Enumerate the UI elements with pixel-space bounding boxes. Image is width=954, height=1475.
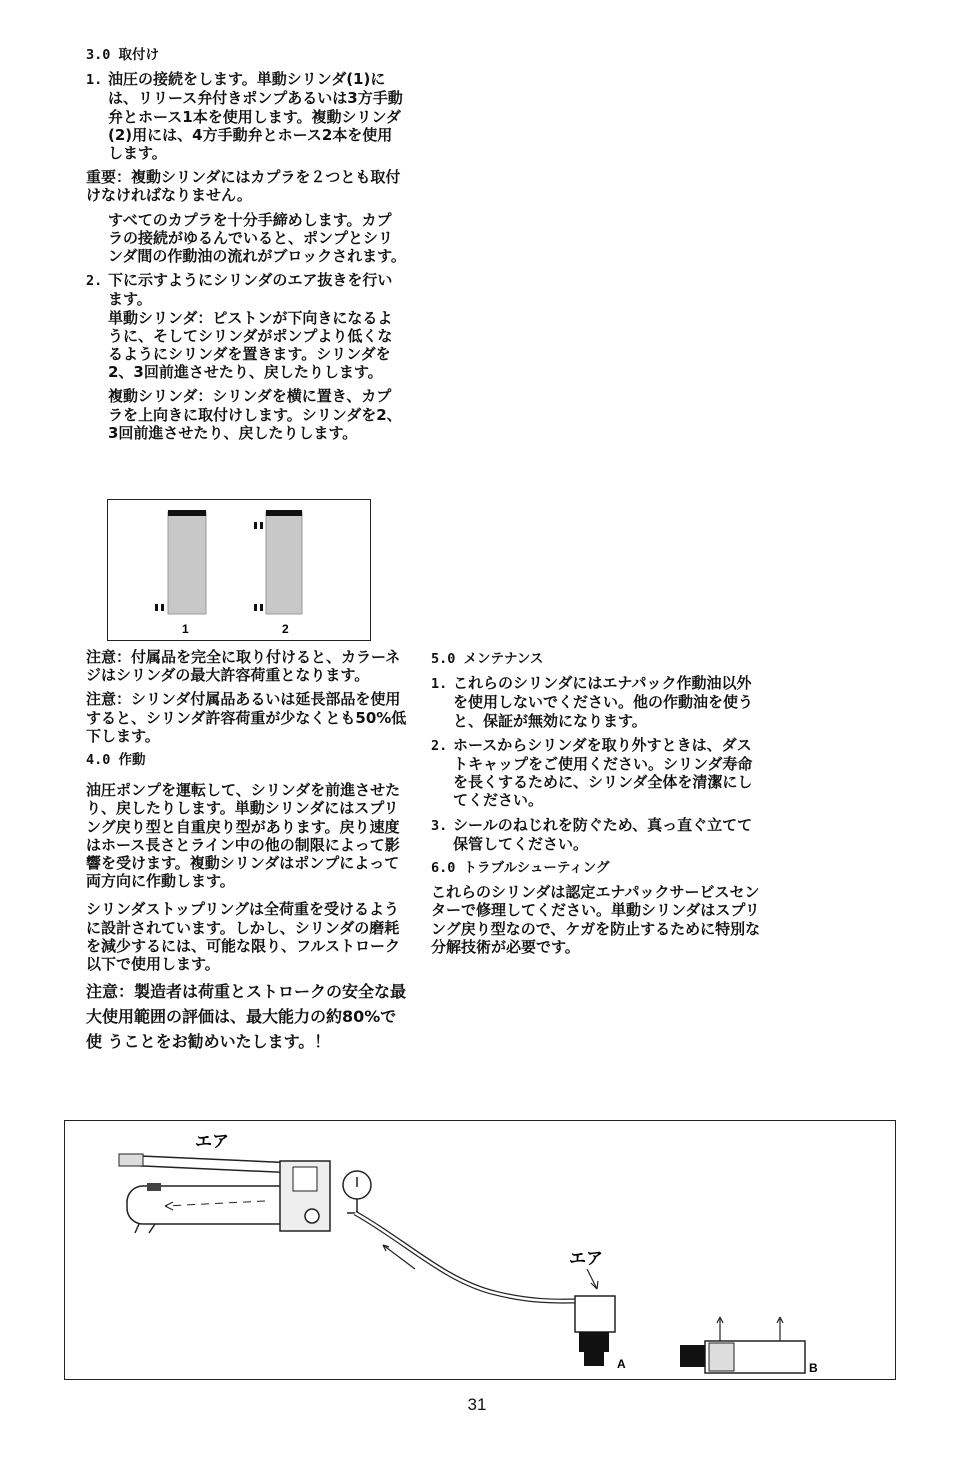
right-column (431, 650, 761, 962)
section-3-heading: 3.0 取付け (86, 47, 160, 63)
maintenance-item (431, 736, 761, 810)
pump-hose-drawing (65, 1121, 895, 1379)
item-text: シールのねじれを防ぐため、真っ直ぐ立てて保管してください。 (453, 815, 753, 853)
left-column-lower (86, 648, 408, 1060)
port-marker (254, 522, 257, 529)
item-number: 1. (86, 72, 103, 89)
note-1: 注意：付属品を完全に取り付けると、カラーネジはシリンダの最大許容荷重となります。 (86, 648, 401, 685)
pump-feet (135, 1224, 155, 1233)
cylinder-b-rod (680, 1345, 705, 1367)
page-number: 31 (467, 1395, 487, 1414)
port-marker (260, 522, 263, 529)
important-body: すべてのカプラを十分手締めします。カプラの接続がゆるんでいると、ポンプとシリンダ間の作動油の流れがブロックされます。 (108, 210, 406, 266)
pump-handle (120, 1155, 297, 1173)
section-4-para-1: 油圧ポンプを運転して、シリンダを前進させたり、戻したりします。単動シリンダにはスプリング戻り型と自重戻り型があります。戻り速度はホース長さとライン中の他の制限によって影響を受けます。複動シリンダはポンプによって両方向に作動します。 (86, 781, 401, 891)
item-number: 1. (431, 676, 448, 693)
figure-label-2: 2 (282, 622, 289, 636)
note-2: 注意：シリンダ付属品あるいは延長部品を使用すると、シリンダ許容荷重が少なくとも50%低下します。 (86, 690, 407, 745)
maintenance-item (431, 674, 761, 730)
item-text: ホースからシリンダを取り外すときは、ダストキャップをご使用ください。シリンダ寿命を長くするために、シリンダ全体を清潔にしてください。 (453, 735, 753, 810)
section-3-item-1 (86, 70, 406, 162)
label-b: B (809, 1361, 818, 1375)
section-5-heading: 5.0 メンテナンス (431, 651, 544, 667)
air-vent-arrows (720, 1319, 780, 1341)
single-acting-cap (168, 510, 206, 516)
air-label-top: エア (195, 1132, 229, 1151)
item-text: これらのシリンダにはエナパック作動油以外を使用しないでください。他の作動油を使うと、保証が無効になります。 (453, 674, 754, 730)
air-label-mid: エア (569, 1249, 603, 1268)
item-number: 2. (86, 273, 103, 290)
pump-reservoir (127, 1186, 302, 1224)
important-note: 重要：複動シリンダにはカプラを２つとも取付けなければなりません。 (86, 168, 401, 205)
cylinder-drawing (108, 500, 370, 640)
reservoir-cap (147, 1183, 161, 1191)
item-text: 下に示すようにシリンダのエア抜きを行います。 (108, 271, 393, 309)
item-number: 3. (431, 817, 448, 834)
item-number: 2. (431, 737, 448, 754)
cylinder-a (575, 1296, 615, 1332)
caution-note: 注意：製造者は荷重とストロークの安全な最大使用範囲の評価は、最大能力の約80%で使 うことをお勧めいたします。！ (86, 982, 407, 1052)
handle-grip (119, 1154, 143, 1166)
double-acting-cylinder (266, 512, 302, 614)
section-4-heading: 4.0 作動 (86, 752, 146, 769)
double-acting-text: 複動シリンダ：シリンダを横に置き、カプラを上向きに取付けします。シリンダを2、3回前進させたり、戻したりします。 (108, 387, 402, 442)
section-6-heading: 6.0 トラブルシューティング (431, 860, 610, 877)
section-6-text: これらのシリンダは認定エナパックサービスセンターで修理してください。単動シリンダはスプリング戻り型なので、ケガを防止するために特別な分解技術が必要です。 (431, 883, 761, 956)
label-a: A (617, 1357, 626, 1371)
left-column-upper (86, 46, 406, 448)
section-3-item-2 (86, 271, 406, 442)
item-text: 油圧の接続をします。単動シリンダ(1)には、リリース弁付きポンプあるいは3方手動弁とホース1本を使用します。複動シリンダ(2)用には、4方手動弁とホース2本を使用します。 (108, 70, 403, 163)
maintenance-item (431, 816, 761, 853)
cylinder-a-rod (579, 1332, 609, 1352)
section-4-para-2: シリンダストップリングは全荷重を受けるように設計されています。しかし、シリンダの磨耗を減少するには、可能な限り、フルストローク以下で使用します。 (86, 900, 400, 974)
cylinder-figure (107, 499, 371, 641)
port-marker (161, 604, 164, 611)
hydraulic-hose (355, 1213, 575, 1301)
double-acting-cap (266, 510, 302, 516)
port-marker (155, 604, 158, 611)
single-acting-cylinder (168, 512, 206, 614)
port-marker (260, 604, 263, 611)
port-marker (254, 604, 257, 611)
single-acting-text: 単動シリンダ：ピストンが下向きになるように、そしてシリンダがポンプより低くなるようにシリンダを置きます。シリンダを2、3回前進させたり、戻したりします。 (108, 308, 393, 382)
figure-label-1: 1 (182, 622, 189, 636)
pump-hose-figure (64, 1120, 896, 1380)
